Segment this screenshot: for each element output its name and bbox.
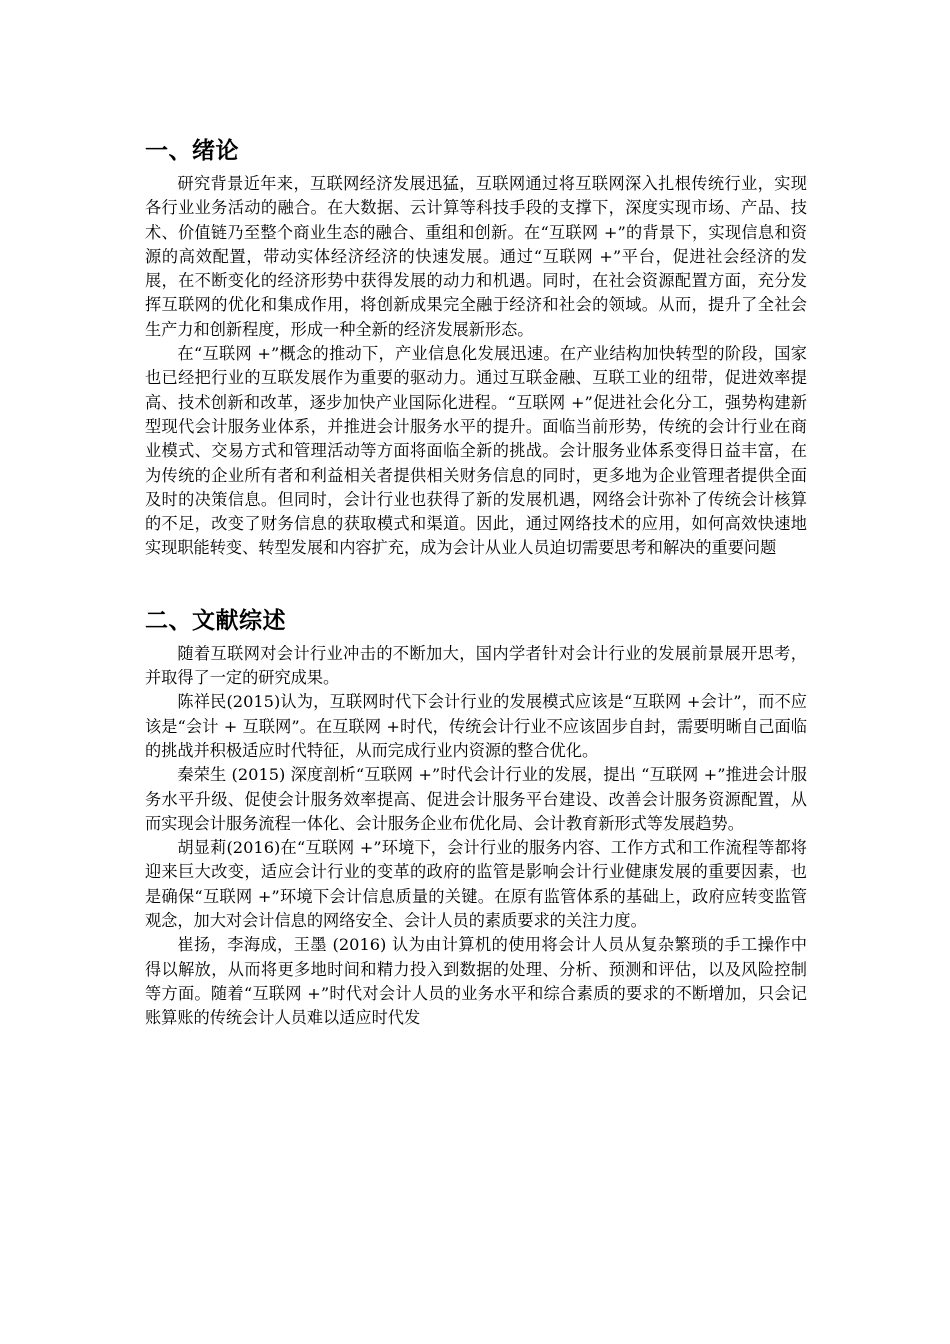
section-introduction [145,133,807,561]
paragraph: 秦荣生 (2015) 深度剖析“互联网 +”时代会计行业的发展，提出 “互联网 +”推进会计服务水平升级、促使会计服务效率提高、促进会计服务平台建设、改善会计服务资源配置，从而实现会计服务流程一体化、会计服务企业布优化局、会计教育新形式等发展趋势。 [145,765,807,833]
section-literature-review [145,603,807,1031]
section-heading: 一、绪论 [145,138,239,164]
paragraph: 研究背景近年来，互联网经济发展迅猛，互联网通过将互联网深入扎根传统行业，实现各行业业务活动的融合。在大数据、云计算等科技手段的支撑下，深度实现市场、产品、技术、价值链乃至整个商业生态的融合、重组和创新。在“互联网 +”的背景下，实现信息和资源的高效配置，带动实体经济经济的快速发展。通过“互联网 +”平台，促进社会经济的发展，在不断变化的经济形势中获得发展的动力和机遇。同时，在社会资源配置方面，充分发挥互联网的优化和集成作用，将创新成果完全融于经济和社会的领域。从而，提升了全社会生产力和创新程度，形成一种全新的经济发展新形态。 [145,174,807,339]
paragraph: 崔扬，李海成，王墨 (2016) 认为由计算机的使用将会计人员从复杂繁琐的手工操作中得以解放，从而将更多地时间和精力投入到数据的处理、分析、预测和评估，以及风险控制等方面。随着“互联网 +”时代对会计人员的业务水平和综合素质的要求的不断增加，只会记账算账的传统会计人员难以适应时代发 [145,935,807,1028]
paragraph: 胡显莉(2016)在“互联网 +”环境下，会计行业的服务内容、工作方式和工作流程等都将迎来巨大改变，适应会计行业的变革的政府的监管是影响会计行业健康发展的重要因素，也是确保“互联网 +”环境下会计信息质量的关键。在原有监管体系的基础上，政府应转变监管观念，加大对会计信息的网络安全、会计人员的素质要求的关注力度。 [145,838,807,931]
paragraph: 随着互联网对会计行业冲击的不断加大，国内学者针对会计行业的发展前景展开思考，并取得了一定的研究成果。 [145,643,807,688]
paragraph: 陈祥民(2015)认为，互联网时代下会计行业的发展模式应该是“互联网 +会计”，而不应该是“会计 + 互联网”。在互联网 +时代，传统会计行业不应该固步自封，需要明晰自己面临的挑战并积极适应时代特征，从而完成行业内资源的整合优化。 [145,692,807,760]
document-body [145,133,807,1031]
section-heading: 二、文献综述 [145,607,286,634]
paragraph: 在“互联网 +”概念的推动下，产业信息化发展迅速。在产业结构加快转型的阶段，国家也已经把行业的互联发展作为重要的驱动力。通过互联金融、互联工业的纽带，促进效率提高、技术创新和改革，逐步加快产业国际化进程。“互联网 +”促进社会化分工，强势构建新型现代会计服务业体系，并推进会计服务水平的提升。面临当前形势，传统的会计行业在商业模式、交易方式和管理活动等方面将面临全新的挑战。会计服务业体系变得日益丰富，在为传统的企业所有者和利益相关者提供相关财务信息的同时，更多地为企业管理者提供全面及时的决策信息。但同时，会计行业也获得了新的发展机遇，网络会计弥补了传统会计核算的不足，改变了财务信息的获取模式和渠道。因此，通过网络技术的应用，如何高效快速地实现职能转变、转型发展和内容扩充，成为会计从业人员迫切需要思考和解决的重要问题 [145,344,807,558]
